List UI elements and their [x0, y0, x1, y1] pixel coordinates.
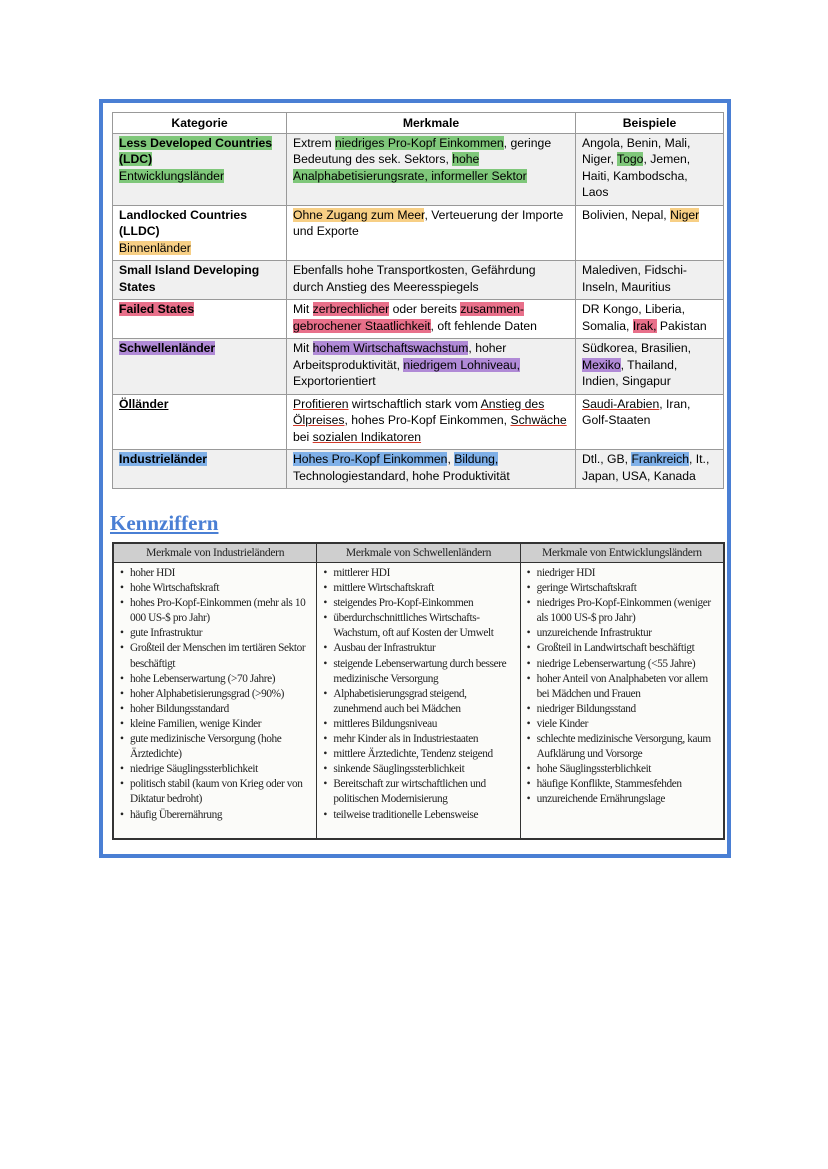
text-run: Binnenländer: [119, 240, 191, 255]
list-item: • politisch stabil (kaum von Krieg oder von Diktatur bedroht): [120, 777, 312, 807]
feature-list: [114, 566, 316, 823]
examples-cell: [576, 450, 724, 489]
category-cell: [113, 133, 287, 205]
text-run: sozialen Indikatoren: [312, 429, 422, 444]
text-run: Failed States: [119, 302, 195, 316]
examples-cell: [576, 394, 724, 450]
category-cell: [113, 394, 287, 450]
text-run: , Thailand, Indien, Singapur: [582, 357, 678, 388]
features-cell: [287, 450, 576, 489]
list-item: • mittleres Bildungsniveau: [323, 717, 515, 732]
examples-cell: [576, 339, 724, 395]
features-cell: [287, 133, 576, 205]
features-cell: [287, 261, 576, 300]
list-item: • mittlere Wirtschaftskraft: [323, 581, 515, 596]
table-row: [113, 261, 724, 300]
features-cell: [287, 339, 576, 395]
text-run: zusammen-gebrochener Staatlichkeit: [293, 302, 524, 333]
list-item: • niedrige Säuglingssterblichkeit: [120, 762, 312, 777]
text-run: Industrieländer: [119, 452, 208, 466]
list-item: • mittlerer HDI: [323, 566, 515, 581]
text-run: , Iran, Golf-Staaten: [582, 396, 691, 427]
text-run: Entwicklungsländer: [119, 168, 225, 183]
text-run: , geringe Bedeutung des sek. Sektors,: [293, 135, 552, 166]
list-item: • hoher HDI: [120, 566, 312, 581]
list-item: • teilweise traditionelle Lebensweise: [323, 808, 515, 823]
table-row: [113, 133, 724, 205]
list-item: • hohes Pro-Kopf-Einkommen (mehr als 10 000 US-$ pro Jahr): [120, 596, 312, 626]
text-run: Bolivien, Nepal,: [582, 207, 671, 222]
text-run: Profitieren: [293, 396, 349, 411]
table-body: [113, 133, 724, 489]
list-item: • niedriger Bildungsstand: [527, 702, 719, 717]
list-item: • mittlere Ärztedichte, Tendenz steigend: [323, 747, 515, 762]
list-item: • sinkende Säuglingssterblichkeit: [323, 762, 515, 777]
text-run: Niger: [670, 207, 700, 222]
text-run: ,: [447, 452, 455, 466]
text-run: , oft fehlende Daten: [430, 318, 537, 333]
text-run: Exportorientiert: [293, 374, 376, 388]
text-run: Frankreich: [631, 452, 690, 466]
list-item: • unzureichende Ernährungslage: [527, 792, 719, 807]
text-run: Mit: [293, 302, 313, 316]
text-run: Technologiestandard, hohe Produktivität: [293, 468, 510, 483]
list-item: • hohe Säuglingssterblichkeit: [527, 762, 719, 777]
text-run: Malediven, Fidschi-Inseln, Mauritius: [582, 263, 687, 294]
category-cell: [113, 450, 287, 489]
list-item: • überdurchschnittliches Wirtschafts-Wachstum, oft auf Kosten der Umwelt: [323, 611, 515, 641]
list-item: • hoher Bildungsstandard: [120, 702, 312, 717]
country-category-table: [112, 112, 724, 489]
category-cell: [113, 300, 287, 339]
features-cell: [287, 300, 576, 339]
list-item: • Bereitschaft zur wirtschaftlichen und politischen Modernisierung: [323, 777, 515, 807]
kennziffern-column-heading: Merkmale von Entwicklungsländern: [521, 544, 723, 563]
header-merkmale: Merkmale: [287, 113, 576, 134]
examples-cell: [576, 261, 724, 300]
list-item: • häufig Überernährung: [120, 808, 312, 823]
text-run: Bildung,: [454, 452, 499, 466]
examples-cell: [576, 300, 724, 339]
list-item: • Großteil der Menschen im tertiären Sektor beschäftigt: [120, 641, 312, 671]
category-cell: [113, 261, 287, 300]
features-cell: [287, 205, 576, 261]
text-run: Ohne Zugang zum Meer: [293, 207, 425, 222]
text-run: Extrem: [293, 135, 335, 150]
feature-list: [521, 566, 723, 808]
text-run: Small Island Developing States: [119, 263, 260, 294]
text-run: , hohes Pro-Kopf Einkommen,: [344, 413, 511, 427]
table-row: [113, 394, 724, 450]
header-kategorie: Kategorie: [113, 113, 287, 134]
list-item: • Großteil in Landwirtschaft beschäftigt: [527, 641, 719, 656]
text-run: Saudi-Arabien: [582, 396, 660, 411]
text-run: Mexiko: [582, 357, 621, 372]
kennziffern-column: [114, 544, 317, 838]
list-item: • gute medizinische Versorgung (hohe Ärztedichte): [120, 732, 312, 762]
list-item: • niedriger HDI: [527, 566, 719, 581]
text-run: Schwäche: [510, 413, 567, 427]
list-item: • geringe Wirtschaftskraft: [527, 581, 719, 596]
text-run: Hohes Pro-Kopf Einkommen: [293, 452, 448, 466]
kennziffern-scanned-table: [112, 542, 725, 840]
list-item: • kleine Familien, wenige Kinder: [120, 717, 312, 732]
text-run: Mit: [293, 341, 313, 355]
text-run: Südkorea, Brasilien,: [582, 341, 692, 355]
text-run: wirtschaftlich stark vom: [348, 396, 481, 411]
list-item: • niedrige Lebenserwartung (<55 Jahre): [527, 657, 719, 672]
text-run: DR Kongo, Liberia, Somalia,: [582, 302, 685, 333]
kennziffern-column-heading: Merkmale von Industrieländern: [114, 544, 316, 563]
list-item: • mehr Kinder als in Industriestaaten: [323, 732, 515, 747]
text-run: Landlocked Countries (LLDC): [119, 207, 247, 238]
table-row: [113, 339, 724, 395]
text-run: Ebenfalls hohe Transportkosten, Gefährdung durch Anstieg des Meeresspiegels: [293, 263, 536, 294]
list-item: • hohe Wirtschaftskraft: [120, 581, 312, 596]
list-item: • schlechte medizinische Versorgung, kaum Aufklärung und Vorsorge: [527, 732, 719, 762]
list-item: • steigendes Pro-Kopf-Einkommen: [323, 596, 515, 611]
text-run: Less Developed Countries (LDC): [119, 135, 273, 166]
category-cell: [113, 205, 287, 261]
text-run: Schwellenländer: [119, 341, 216, 355]
feature-list: [317, 566, 519, 823]
text-run: hohem Wirtschaftswachstum: [312, 341, 469, 355]
list-item: • viele Kinder: [527, 717, 719, 732]
text-run: oder bereits: [389, 302, 461, 316]
list-item: • Alphabetisierungsgrad steigend, zunehmend auch bei Mädchen: [323, 687, 515, 717]
table-header-row: [113, 113, 724, 134]
list-item: • hoher Alphabetisierungsgrad (>90%): [120, 687, 312, 702]
table-row: [113, 300, 724, 339]
text-run: Angola, Benin, Mali, Niger,: [582, 135, 691, 166]
text-run: niedriges Pro-Kopf Einkommen: [334, 135, 504, 150]
kennziffern-column-heading: Merkmale von Schwellenländern: [317, 544, 519, 563]
content-frame: [99, 99, 731, 858]
text-run: Dtl., GB,: [582, 452, 632, 466]
list-item: • Ausbau der Infrastruktur: [323, 641, 515, 656]
text-run: , hoher Arbeitsproduktivität,: [293, 341, 507, 372]
text-run: Anstieg des Ölpreises: [293, 396, 545, 427]
header-beispiele: Beispiele: [576, 113, 724, 134]
text-run: Irak,: [632, 318, 657, 333]
list-item: • unzureichende Infrastruktur: [527, 626, 719, 641]
list-item: • häufige Konflikte, Stammesfehden: [527, 777, 719, 792]
list-item: • gute Infrastruktur: [120, 626, 312, 641]
list-item: • hoher Anteil von Analphabeten vor allem bei Mädchen und Frauen: [527, 672, 719, 702]
text-run: Pakistan: [656, 318, 707, 333]
list-item: • niedriges Pro-Kopf-Einkommen (weniger als 1000 US-$ pro Jahr): [527, 596, 719, 626]
examples-cell: [576, 133, 724, 205]
text-run: Togo: [617, 152, 644, 166]
kennziffern-column: [317, 544, 520, 838]
text-run: hohe Analphabetisierungsrate, informeller Sektor: [293, 152, 527, 183]
text-run: bei: [293, 429, 313, 444]
text-run: zerbrechlicher: [312, 302, 390, 316]
examples-cell: [576, 205, 724, 261]
kennziffern-heading[interactable]: Kennziffern: [110, 511, 219, 535]
category-cell: [113, 339, 287, 395]
text-run: Ölländer: [119, 396, 169, 411]
list-item: • steigende Lebenserwartung durch bessere medizinische Versorgung: [323, 657, 515, 687]
text-run: niedrigem Lohniveau,: [403, 357, 520, 372]
text-run: , It., Japan, USA, Kanada: [582, 452, 710, 483]
kennziffern-column: [521, 544, 723, 838]
features-cell: [287, 394, 576, 450]
table-row: [113, 450, 724, 489]
text-run: , Verteuerung der Importe und Exporte: [293, 207, 564, 238]
text-run: , Jemen, Haiti, Kambodscha, Laos: [582, 152, 691, 199]
table-row: [113, 205, 724, 261]
list-item: • hohe Lebenserwartung (>70 Jahre): [120, 672, 312, 687]
